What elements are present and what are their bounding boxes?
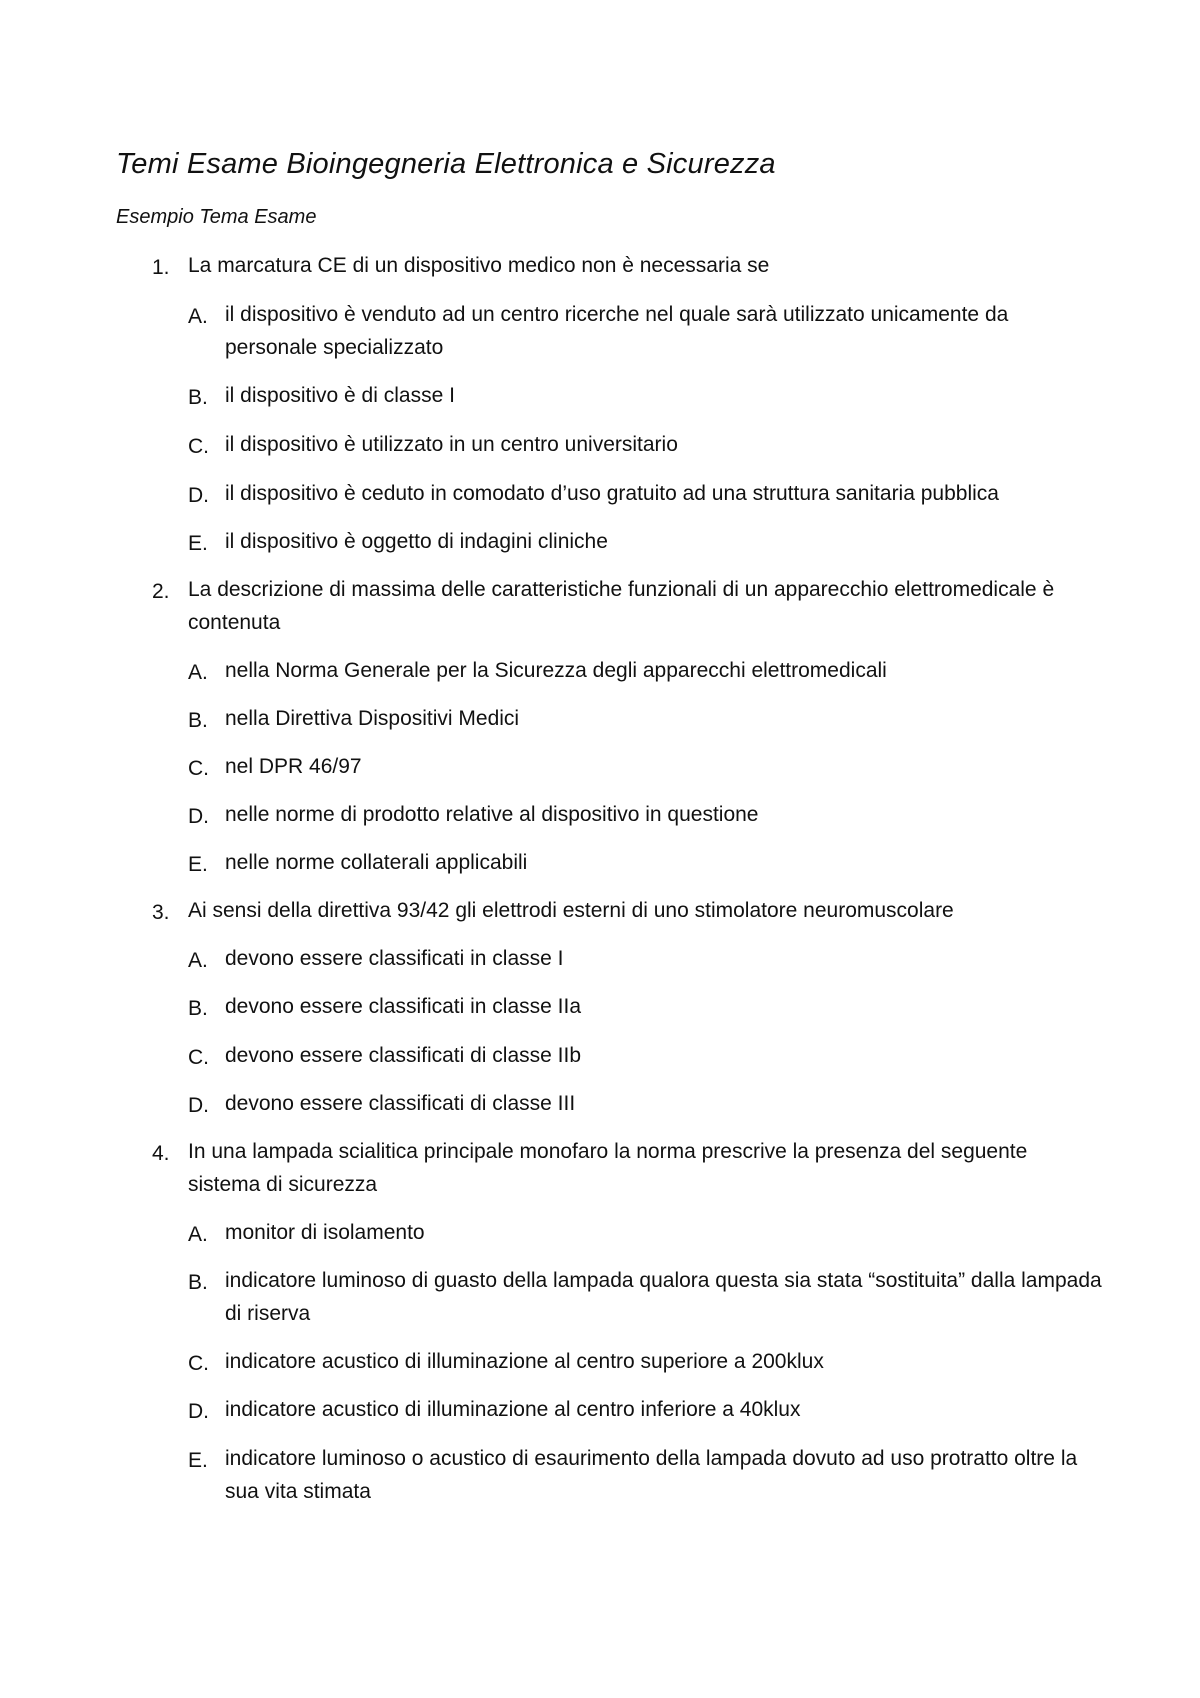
question-4-option-c-text: indicatore acustico di illuminazione al centro superiore a 200klux — [225, 1350, 824, 1373]
question-4-option-e-text: indicatore luminoso o acustico di esaurimento della lampada dovuto ad uso protratto oltre la sua vita stimata — [225, 1447, 1078, 1503]
document-title: Temi Esame Bioingegneria Elettronica e Sicurezza — [116, 148, 776, 180]
question-2-option-b-letter: B. — [188, 709, 208, 732]
question-1-option-b-letter: B. — [188, 386, 208, 409]
question-2-option-d-text: nelle norme di prodotto relative al dispositivo in questione — [225, 803, 759, 826]
question-4-number: 4. — [152, 1142, 170, 1165]
question-3-option-a-letter: A. — [188, 949, 208, 972]
question-1-option-a-letter: A. — [188, 305, 208, 328]
question-4-option-a-letter: A. — [188, 1223, 208, 1246]
question-3-number: 3. — [152, 901, 170, 924]
document-subtitle: Esempio Tema Esame — [116, 206, 317, 228]
question-1-option-a-text: il dispositivo è venduto ad un centro ricerche nel quale sarà utilizzato unicamente da personale specializzato — [225, 303, 1009, 359]
question-2-option-e-letter: E. — [188, 853, 208, 876]
question-1-option-e-text: il dispositivo è oggetto di indagini cliniche — [225, 530, 608, 553]
question-2-option-c-letter: C. — [188, 757, 209, 780]
question-3-option-c-letter: C. — [188, 1046, 209, 1069]
question-3-option-b-text: devono essere classificati in classe IIa — [225, 995, 582, 1018]
question-4-option-c-letter: C. — [188, 1352, 209, 1375]
question-3-option-c-text: devono essere classificati di classe IIb — [225, 1044, 582, 1067]
question-1-option-d-letter: D. — [188, 484, 209, 507]
question-3-text: Ai sensi della direttiva 93/42 gli elettrodi esterni di uno stimolatore neuromuscolare — [188, 899, 954, 922]
question-2-option-e-text: nelle norme collaterali applicabili — [225, 851, 528, 874]
question-2-number: 2. — [152, 580, 170, 603]
question-1-option-b-text: il dispositivo è di classe I — [225, 384, 455, 407]
question-1-option-d-text: il dispositivo è ceduto in comodato d’uso gratuito ad una struttura sanitaria pubblica — [225, 482, 999, 505]
question-1-option-c-letter: C. — [188, 435, 209, 458]
question-4-option-b-letter: B. — [188, 1271, 208, 1294]
question-3-option-a-text: devono essere classificati in classe I — [225, 947, 564, 970]
question-3-option-d-text: devono essere classificati di classe III — [225, 1092, 576, 1115]
question-4-option-d-letter: D. — [188, 1400, 209, 1423]
question-2-option-c-text: nel DPR 46/97 — [225, 755, 362, 778]
question-3-option-d-letter: D. — [188, 1094, 209, 1117]
question-2-option-d-letter: D. — [188, 805, 209, 828]
question-4-option-b-text: indicatore luminoso di guasto della lampada qualora questa sia stata “sostituita” dalla lampada di riserva — [225, 1269, 1102, 1325]
question-2-option-b-text: nella Direttiva Dispositivi Medici — [225, 707, 520, 730]
question-1-number: 1. — [152, 256, 170, 279]
question-1-text: La marcatura CE di un dispositivo medico non è necessaria se — [188, 254, 770, 277]
question-2-text: La descrizione di massima delle caratteristiche funzionali di un apparecchio elettromedicale è contenuta — [188, 578, 1055, 634]
question-4-text: In una lampada scialitica principale monofaro la norma prescrive la presenza del seguente sistema di sicurezza — [188, 1140, 1028, 1196]
question-3-option-b-letter: B. — [188, 997, 208, 1020]
question-1-option-c-text: il dispositivo è utilizzato in un centro universitario — [225, 433, 678, 456]
question-4-option-d-text: indicatore acustico di illuminazione al centro inferiore a 40klux — [225, 1398, 801, 1421]
question-4-option-e-letter: E. — [188, 1449, 208, 1472]
question-2-option-a-letter: A. — [188, 661, 208, 684]
question-1-option-e-letter: E. — [188, 532, 208, 555]
question-4-option-a-text: monitor di isolamento — [225, 1221, 425, 1244]
question-2-option-a-text: nella Norma Generale per la Sicurezza degli apparecchi elettromedicali — [225, 659, 887, 682]
